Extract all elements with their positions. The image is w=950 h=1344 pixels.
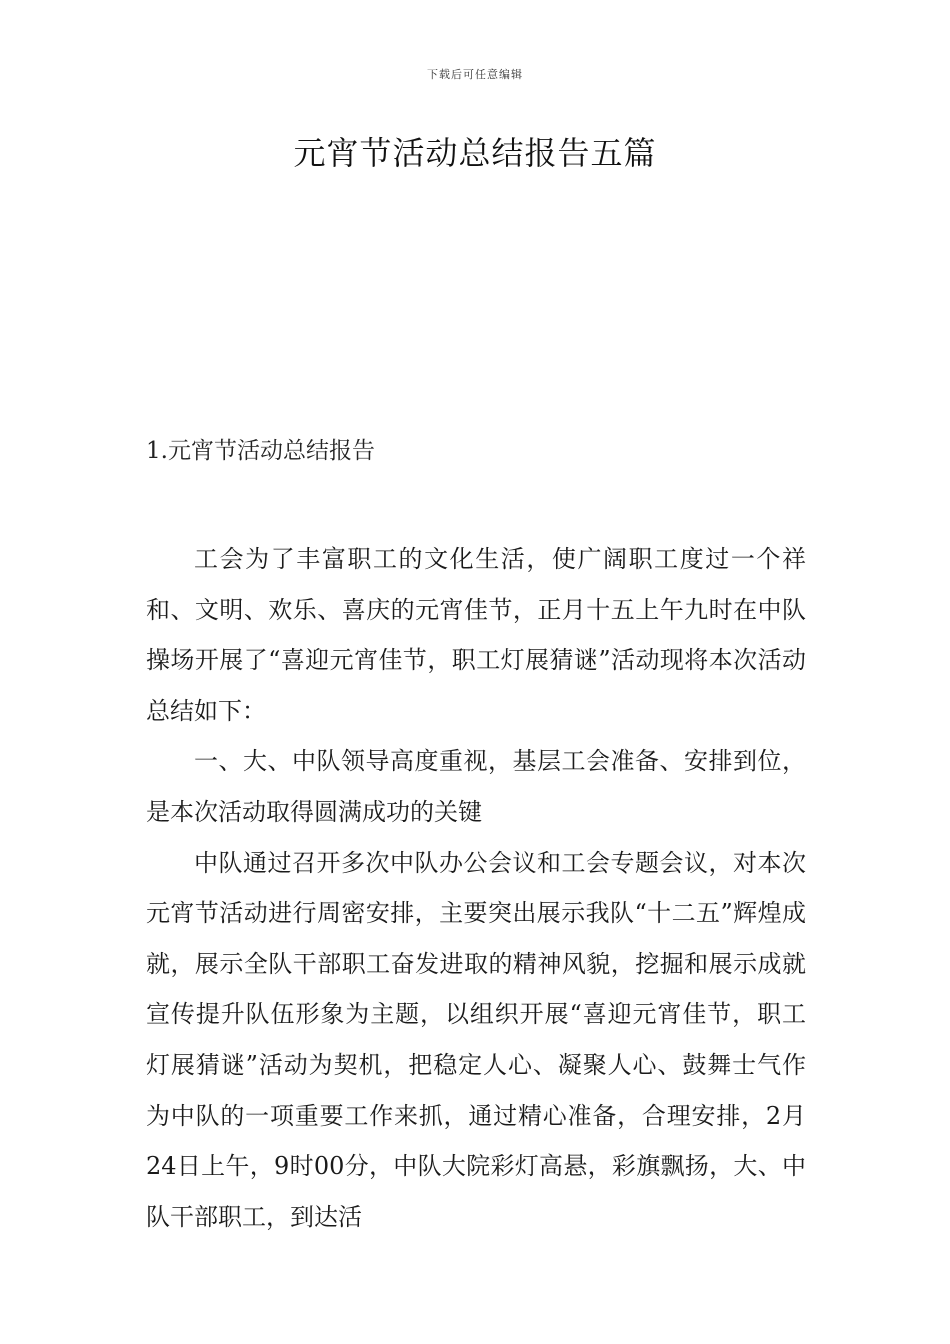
body-text [146, 534, 806, 1242]
paragraph-intro: 工会为了丰富职工的文化生活，使广阔职工度过一个祥和、文明、欢乐、喜庆的元宵佳节，正月十五上午九时在中队操场开展了“喜迎元宵佳节，职工灯展猜谜”活动现将本次活动总结如下： [146, 545, 806, 725]
section-heading: 1.元宵节活动总结报告 [146, 438, 375, 464]
paragraph-details: 中队通过召开多次中队办公会议和工会专题会议，对本次元宵节活动进行周密安排，主要突出展示我队“十二五”辉煌成就，展示全队干部职工奋发进取的精神风貌，挖掘和展示成就宣传提升队伍形象为主题，以组织开展“喜迎元宵佳节，职工灯展猜谜”活动为契机，把稳定人心、凝聚人心、鼓舞士气作为中队的一项重要工作来抓，通过精心准备，合理安排，2月24日上午，9时00分，中队大院彩灯高悬，彩旗飘扬，大、中队干部职工，到达活 [146, 848, 806, 1231]
document-title: 元宵节活动总结报告五篇 [293, 134, 657, 172]
paragraph-point-one: 一、大、中队领导高度重视，基层工会准备、安排到位，是本次活动取得圆满成功的关键 [146, 747, 806, 826]
header-note: 下载后可任意编辑 [427, 68, 523, 81]
